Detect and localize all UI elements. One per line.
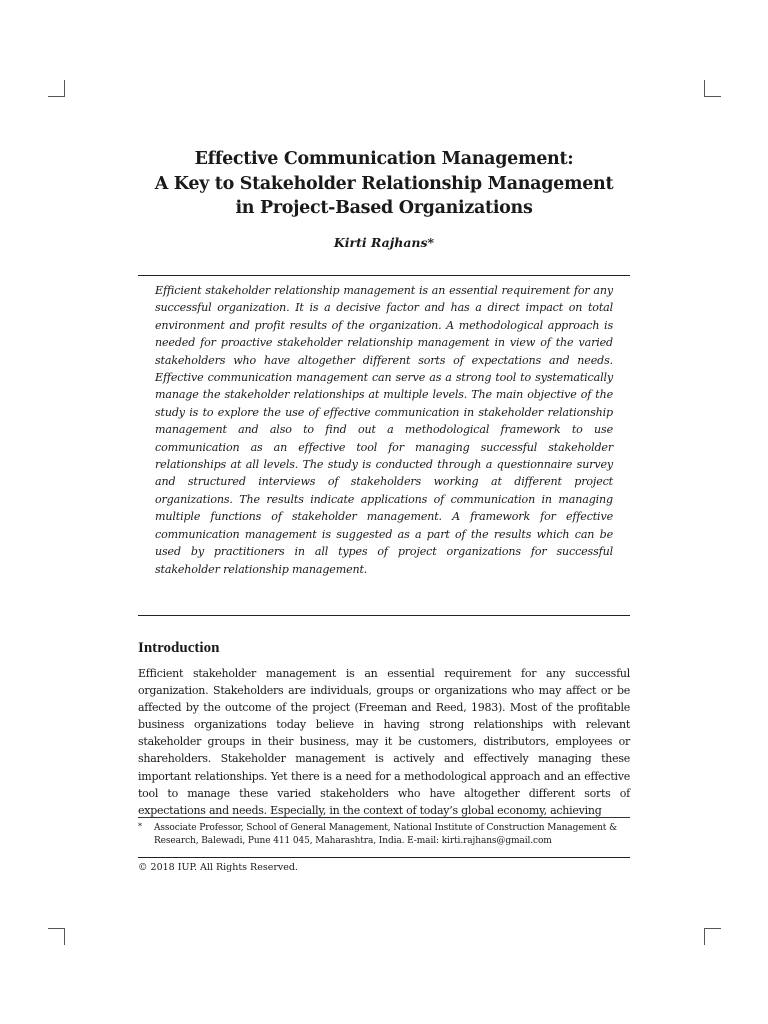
abstract-top-rule <box>138 275 630 276</box>
copyright-rule <box>138 857 630 858</box>
copyright-notice: © 2018 IUP. All Rights Reserved. <box>138 862 298 873</box>
footnote-rule <box>138 817 630 818</box>
author-name: Kirti Rajhans* <box>333 235 435 250</box>
title-line-1: Effective Communication Management: <box>194 149 574 169</box>
footnote-mark: * <box>138 822 142 831</box>
title-line-2: A Key to Stakeholder Relationship Management <box>154 173 614 194</box>
section-heading-introduction: Introduction <box>138 640 220 656</box>
title-line-3: in Project-Based Organizations <box>235 198 533 218</box>
crop-mark-bottom-right <box>704 928 721 945</box>
crop-mark-top-right <box>704 80 721 97</box>
crop-mark-top-left <box>48 80 65 97</box>
abstract-bottom-rule <box>138 615 630 616</box>
crop-mark-bottom-left <box>48 928 65 945</box>
introduction-paragraph: Efficient stakeholder management is an essential requirement for any successful organization. Stakeholders are individuals, groups or organizations who may affect or be affected by the outcome of the project (Freeman and Reed, 1983). Most of the profitable business organizations today believe in having strong relationships with relevant stakeholder groups in their business, may it be customers, distributors, employees or shareholders. Stakeholder management is actively and effectively managing these important relationships. Yet there is a need for a methodological approach and an effective tool to manage these varied stakeholders who have altogether different sorts of expectations and needs. Especially, in the context of today’s global economy, achieving <box>138 667 630 817</box>
paper-title <box>138 147 630 221</box>
footnote-text: Associate Professor, School of General Management, National Institute of Construction Management & Research, Balewadi, Pune 411 045, Maharashtra, India. E-mail: kirti.rajhans@gmail.com <box>154 823 617 846</box>
abstract-text: Efficient stakeholder relationship management is an essential requirement for any successful organization. It is a decisive factor and has a direct impact on total environment and profit results of the organization. A methodological approach is needed for proactive stakeholder relationship management in view of the varied stakeholders who have altogether different sorts of expectations and needs. Effective communication management can serve as a strong tool to systematically manage the stakeholder relationships at multiple levels. The main objective of the study is to explore the use of effective communication in stakeholder relationship management and also to find out a methodological framework to use communication as an effective tool for managing successful stakeholder relationships at all levels. The study is conducted through a questionnaire survey and structured interviews of stakeholders working at different project organizations. The results indicate applications of communication in managing multiple functions of stakeholder management. A framework for effective communication management is suggested as a part of the results which can be used by practitioners in all types of project organizations for successful stakeholder relationship management. <box>155 284 613 576</box>
author-footnote <box>138 822 630 848</box>
